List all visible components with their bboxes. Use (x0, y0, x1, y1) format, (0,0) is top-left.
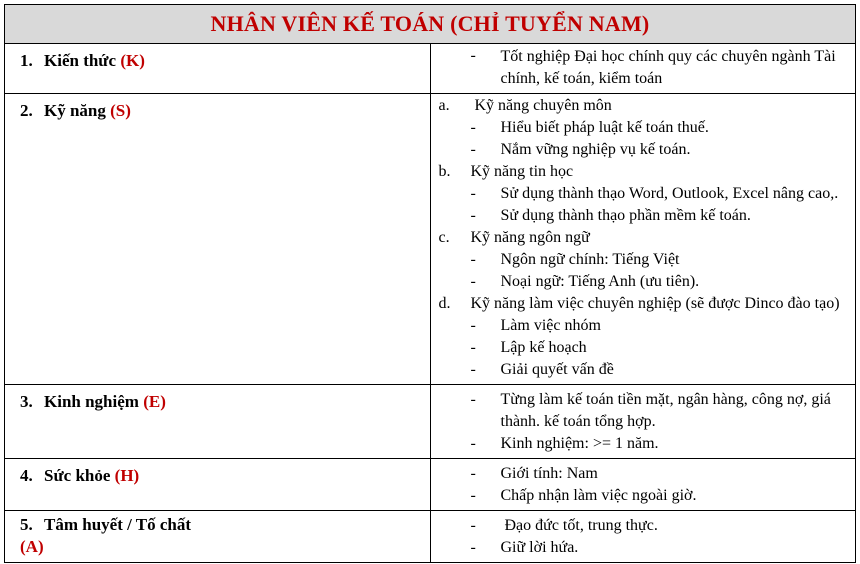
section-title: Kỹ năng làm việc chuyên nghiệp (sẽ được Dinco đào tạo) (470, 295, 840, 312)
dash-marker: - (470, 141, 476, 158)
bullet-text: Từng làm kế toán tiền mặt, ngân hàng, công nợ, giá thành. kế toán tổng hợp. (500, 391, 831, 430)
bullet-item (431, 205, 856, 227)
bullet-text: Giải quyết vấn đề (500, 361, 614, 378)
bullet-text: Giữ lời hứa. (500, 539, 579, 556)
row-code: (K) (120, 51, 145, 70)
dash-marker: - (470, 539, 476, 556)
title-row (5, 5, 856, 44)
section-letter: d. (438, 295, 451, 312)
bullet-item (431, 271, 856, 293)
bullet-item (431, 45, 856, 90)
row-skills (5, 94, 856, 385)
bullet-text: Lập kế hoạch (500, 339, 587, 356)
dash-marker: - (470, 391, 476, 408)
content-cell-health (430, 459, 856, 511)
bullet-item (431, 485, 856, 507)
row-number: 4. (20, 466, 33, 485)
section-letter: a. (438, 97, 450, 114)
bullet-item (431, 117, 856, 139)
label-cell-experience (5, 385, 431, 459)
row-label: Kỹ năng (44, 101, 106, 120)
row-knowledge (5, 44, 856, 94)
label-health (5, 459, 430, 487)
label-cell-skills (5, 94, 431, 385)
section-heading (431, 161, 856, 183)
section-heading (431, 293, 856, 315)
label-knowledge (5, 44, 430, 72)
bullet-item (431, 386, 856, 433)
bullet-item (431, 249, 856, 271)
dash-marker: - (470, 465, 476, 482)
label-cell-health (5, 459, 431, 511)
bullet-item (431, 433, 856, 455)
dash-marker: - (470, 185, 476, 202)
bullet-text: Sử dụng thành thạo phần mềm kế toán. (500, 207, 751, 224)
row-number: 3. (20, 392, 33, 411)
section-heading (431, 95, 856, 117)
row-health (5, 459, 856, 511)
label-cell-knowledge (5, 44, 431, 94)
section-title: Kỹ năng chuyên môn (470, 97, 612, 114)
row-code: (A) (20, 537, 44, 556)
dash-marker: - (470, 317, 476, 334)
row-code: (S) (110, 101, 131, 120)
label-cell-attitude (5, 511, 431, 563)
dash-marker: - (470, 339, 476, 356)
row-label: Kinh nghiệm (44, 392, 139, 411)
dash-marker: - (470, 273, 476, 290)
content-cell-attitude (430, 511, 856, 563)
row-label: Kiến thức (44, 51, 117, 70)
content-cell-skills (430, 94, 856, 385)
bullet-text: Giới tính: Nam (500, 465, 598, 482)
row-label: Tâm huyết / Tố chất (44, 515, 192, 534)
row-experience (5, 385, 856, 459)
row-label: Sức khỏe (44, 466, 111, 485)
bullet-text: Đạo đức tốt, trung thực. (500, 517, 658, 534)
bullet-text: Hiểu biết pháp luật kế toán thuế. (500, 119, 709, 136)
bullet-text: Làm việc nhóm (500, 317, 601, 334)
section-title: Kỹ năng tin học (470, 163, 574, 180)
dash-marker: - (470, 517, 476, 534)
row-attitude (5, 511, 856, 563)
title-cell (5, 5, 856, 44)
dash-marker: - (470, 47, 476, 64)
bullet-text: Kinh nghiệm: >= 1 năm. (500, 435, 659, 452)
job-title: NHÂN VIÊN KẾ TOÁN (CHỈ TUYỂN NAM) (210, 11, 650, 36)
dash-marker: - (470, 361, 476, 378)
dash-marker: - (470, 251, 476, 268)
section-title: Kỹ năng ngôn ngữ (470, 229, 590, 246)
bullet-item (431, 460, 856, 485)
dash-marker: - (470, 487, 476, 504)
dash-marker: - (470, 207, 476, 224)
bullet-item (431, 537, 856, 559)
bullet-text: Ngôn ngữ chính: Tiếng Việt (500, 251, 680, 268)
section-letter: c. (438, 229, 450, 246)
job-description-table (4, 4, 856, 563)
bullet-item (431, 359, 856, 381)
bullet-item (431, 183, 856, 205)
label-experience (5, 385, 430, 413)
bullet-text: Nắm vững nghiệp vụ kế toán. (500, 141, 691, 158)
bullet-text: Chấp nhận làm việc ngoài giờ. (500, 487, 697, 504)
content-cell-experience (430, 385, 856, 459)
bullet-item (431, 139, 856, 161)
bullet-text: Noại ngữ: Tiếng Anh (ưu tiên). (500, 273, 700, 290)
label-skills (5, 94, 430, 122)
row-code: (H) (114, 466, 140, 485)
bullet-item (431, 337, 856, 359)
row-number: 1. (20, 51, 33, 70)
bullet-text: Tốt nghiệp Đại học chính quy các chuyên ngành Tài chính, kế toán, kiểm toán (500, 48, 836, 87)
row-number: 5. (20, 515, 33, 534)
label-attitude (5, 511, 430, 558)
section-letter: b. (438, 163, 451, 180)
row-code: (E) (143, 392, 166, 411)
dash-marker: - (470, 119, 476, 136)
content-cell-knowledge (430, 44, 856, 94)
bullet-text: Sử dụng thành thạo Word, Outlook, Excel nâng cao,. (500, 185, 839, 202)
bullet-item (431, 512, 856, 537)
row-number: 2. (20, 101, 33, 120)
section-heading (431, 227, 856, 249)
dash-marker: - (470, 435, 476, 452)
bullet-item (431, 315, 856, 337)
